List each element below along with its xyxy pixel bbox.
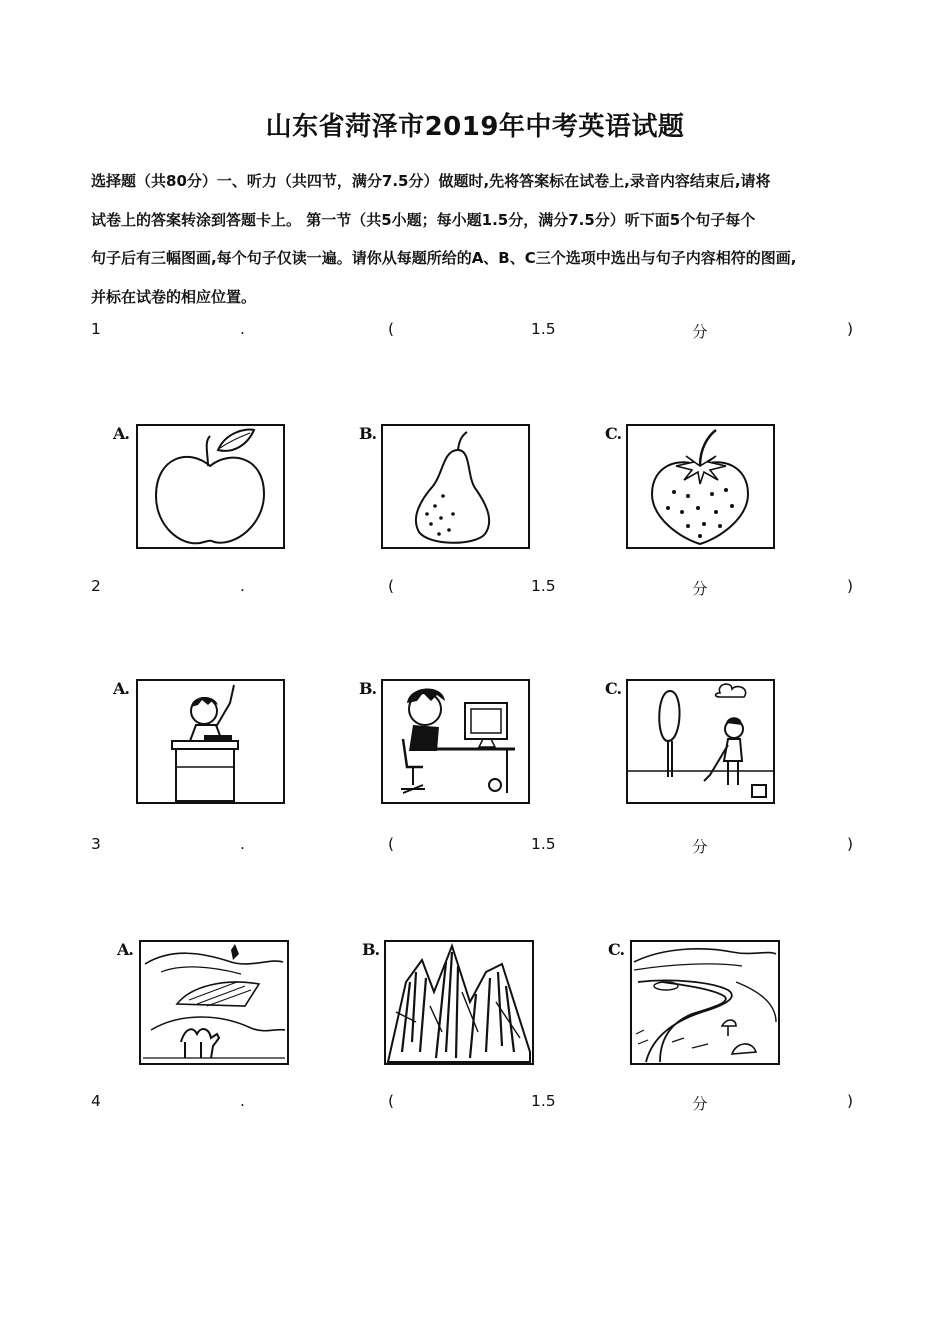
close-paren: ) xyxy=(847,835,854,853)
question-number: 2 xyxy=(91,577,101,595)
answer-blank-dot: . xyxy=(240,320,245,338)
boy-at-desk-picture xyxy=(136,679,285,804)
option-label-a: A. xyxy=(117,940,133,959)
option-label-b: B. xyxy=(359,679,377,698)
option-label-b: B. xyxy=(359,424,377,443)
desert-camel-picture xyxy=(139,940,289,1065)
instruction-line: 并标在试卷的相应位置。 xyxy=(91,287,257,306)
instruction-line: 试卷上的答案转涂到答题卡上。 第一节（共5小题；每小题1.5分，满分7.5分）听下面5个句子每个 xyxy=(91,210,756,229)
option-label-c: C. xyxy=(605,424,622,443)
option-label-a: A. xyxy=(113,679,129,698)
score-value: 1.5 xyxy=(531,835,556,853)
instruction-line: 句子后有三幅图画,每个句子仅读一遍。请你从每题所给的A、B、C三个选项中选出与句子内容相符的图画, xyxy=(91,249,797,267)
answer-blank-dot: . xyxy=(240,835,245,853)
boy-computer-picture xyxy=(381,679,530,804)
open-paren: ( xyxy=(388,1092,395,1110)
answer-blank-dot: . xyxy=(240,577,245,595)
river-valley-picture xyxy=(630,940,780,1065)
score-value: 1.5 xyxy=(531,320,556,338)
score-unit: 分 xyxy=(692,323,708,341)
question-number: 3 xyxy=(91,835,101,853)
mountains-picture xyxy=(384,940,534,1065)
open-paren: ( xyxy=(388,577,395,595)
score-unit: 分 xyxy=(692,1095,708,1113)
score-unit: 分 xyxy=(692,580,708,598)
pear-picture xyxy=(381,424,530,549)
instructions xyxy=(91,162,871,316)
question-1-line xyxy=(91,320,858,340)
question-4-line xyxy=(91,1092,858,1112)
open-paren: ( xyxy=(388,835,395,853)
score-value: 1.5 xyxy=(531,577,556,595)
question-number: 1 xyxy=(91,320,101,338)
page-title: 山东省菏泽市2019年中考英语试题 xyxy=(265,112,685,142)
option-label-c: C. xyxy=(608,940,625,959)
boy-planting-tree-picture xyxy=(626,679,775,804)
score-unit: 分 xyxy=(692,838,708,856)
option-label-c: C. xyxy=(605,679,622,698)
question-2-line xyxy=(91,577,858,597)
instruction-line: 选择题（共80分）一、听力（共四节，满分7.5分）做题时,先将答案标在试卷上,录音内容结束后,请将 xyxy=(91,172,771,190)
close-paren: ) xyxy=(847,1092,854,1110)
close-paren: ) xyxy=(847,577,854,595)
strawberry-picture xyxy=(626,424,775,549)
option-label-b: B. xyxy=(362,940,380,959)
close-paren: ) xyxy=(847,320,854,338)
open-paren: ( xyxy=(388,320,395,338)
apple-picture xyxy=(136,424,285,549)
question-3-line xyxy=(91,835,858,855)
option-label-a: A. xyxy=(113,424,129,443)
answer-blank-dot: . xyxy=(240,1092,245,1110)
score-value: 1.5 xyxy=(531,1092,556,1110)
question-number: 4 xyxy=(91,1092,101,1110)
